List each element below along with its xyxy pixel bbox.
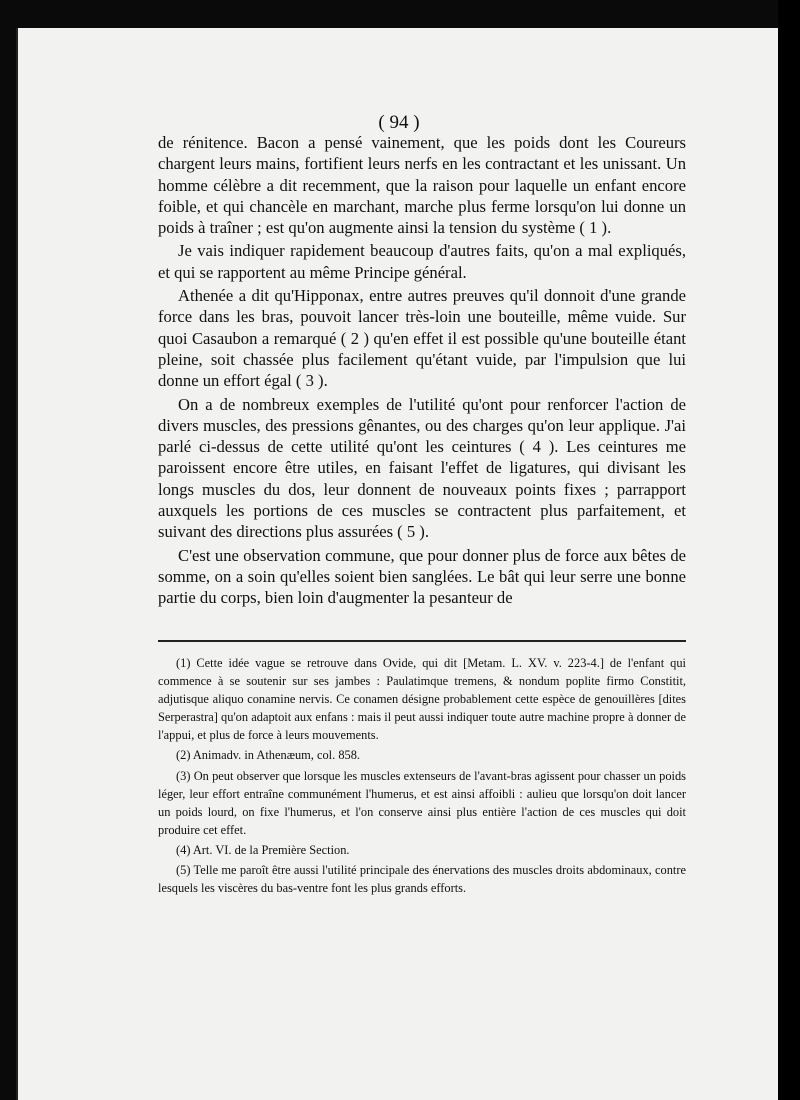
footnote-3: (3) On peut observer que lorsque les muscles extenseurs de l'avant-bras agissent pour chasser un poids léger, leur effort entraîne communément l'humerus, et est ainsi affoibli : aulieu que lorsqu'on doit lancer un poids lourd, on fixe l'humerus, et l'on conserve ainsi plus entière l'action de ces muscles qui doit produire cet effet. — [158, 768, 686, 837]
footnotes — [158, 654, 686, 897]
footnote-4: (4) Art. VI. de la Première Section. — [176, 842, 350, 857]
footnote-divider — [158, 640, 686, 642]
scan-border — [778, 0, 800, 1100]
page-number: ( 94 ) — [378, 112, 420, 133]
main-text — [158, 132, 686, 609]
paragraph-3: Athenée a dit qu'Hipponax, entre autres preuves qu'il donnoit d'une grande force dans les bras, pouvoit lancer très-loin une bouteille, même vuide. Sur quoi Casaubon a remarqué ( 2 ) qu'en effet il est possible qu'une bouteille étant pleine, soit chassée plus facilement qu'étant vuide, par l'impulsion que lui donne un effort égal ( 3 ). — [158, 286, 686, 391]
paragraph-2: Je vais indiquer rapidement beaucoup d'autres faits, qu'on a mal expliqués, et qui se rapportent au même Principe général. — [158, 241, 686, 282]
book-page — [16, 28, 780, 1100]
paragraph-5: C'est une observation commune, que pour donner plus de force aux bêtes de somme, on a soin qu'elles soient bien sanglées. Le bât qui leur serre une bonne partie du corps, bien loin d'augmenter la pesanteur de — [158, 545, 686, 608]
footnote-1: (1) Cette idée vague se retrouve dans Ovide, qui dit [Metam. L. XV. v. 223-4.] de l'enfant qui commence à se soutenir sur ses jambes : Paulatimque tremens, & nondum poplite firmo Constitit, adjutisque aliquo conamine nervis. Ce conamen désigne probablement cette espèce de genouillères [dites Serperastra] qu'on adaptoit aux enfans : mais il peut aussi indiquer toute autre machine propre à donner de l'appui, et plus de force à leurs mouvements. — [158, 656, 686, 743]
footnote-5: (5) Telle me paroît être aussi l'utilité principale des énervations des muscles droits abdominaux, contre lesquels les viscères du bas-ventre font les plus grands efforts. — [158, 863, 686, 896]
paragraph-4: On a de nombreux exemples de l'utilité qu'ont pour renforcer l'action de divers muscles, des pressions gênantes, ou des charges qu'on leur applique. J'ai parlé ci-dessus de cette utilité qu'ont les ceintures ( 4 ). Les ceintures me paroissent encore être utiles, en faisant l'effet de ligatures, qui divisant les longs muscles du dos, leur donnent de nouveaux points fixes ; parrapport auxquels les portions de ces muscles se contractent plus parfaitement, et suivant des directions plus assurées ( 5 ). — [158, 394, 686, 542]
paragraph-1: de rénitence. Bacon a pensé vainement, que les poids dont les Coureurs chargent leurs mains, fortifient leurs nerfs en les contractant et les unissant. Un homme célèbre a dit recemment, que la raison pour laquelle un enfant encore foible, et qui chancèle en marchant, marche plus ferme lorsqu'on lui donne un poids à traîner ; est qu'on augmente ainsi la tension du système ( 1 ). — [158, 133, 686, 238]
footnote-2: (2) Animadv. in Athenæum, col. 858. — [176, 748, 361, 763]
